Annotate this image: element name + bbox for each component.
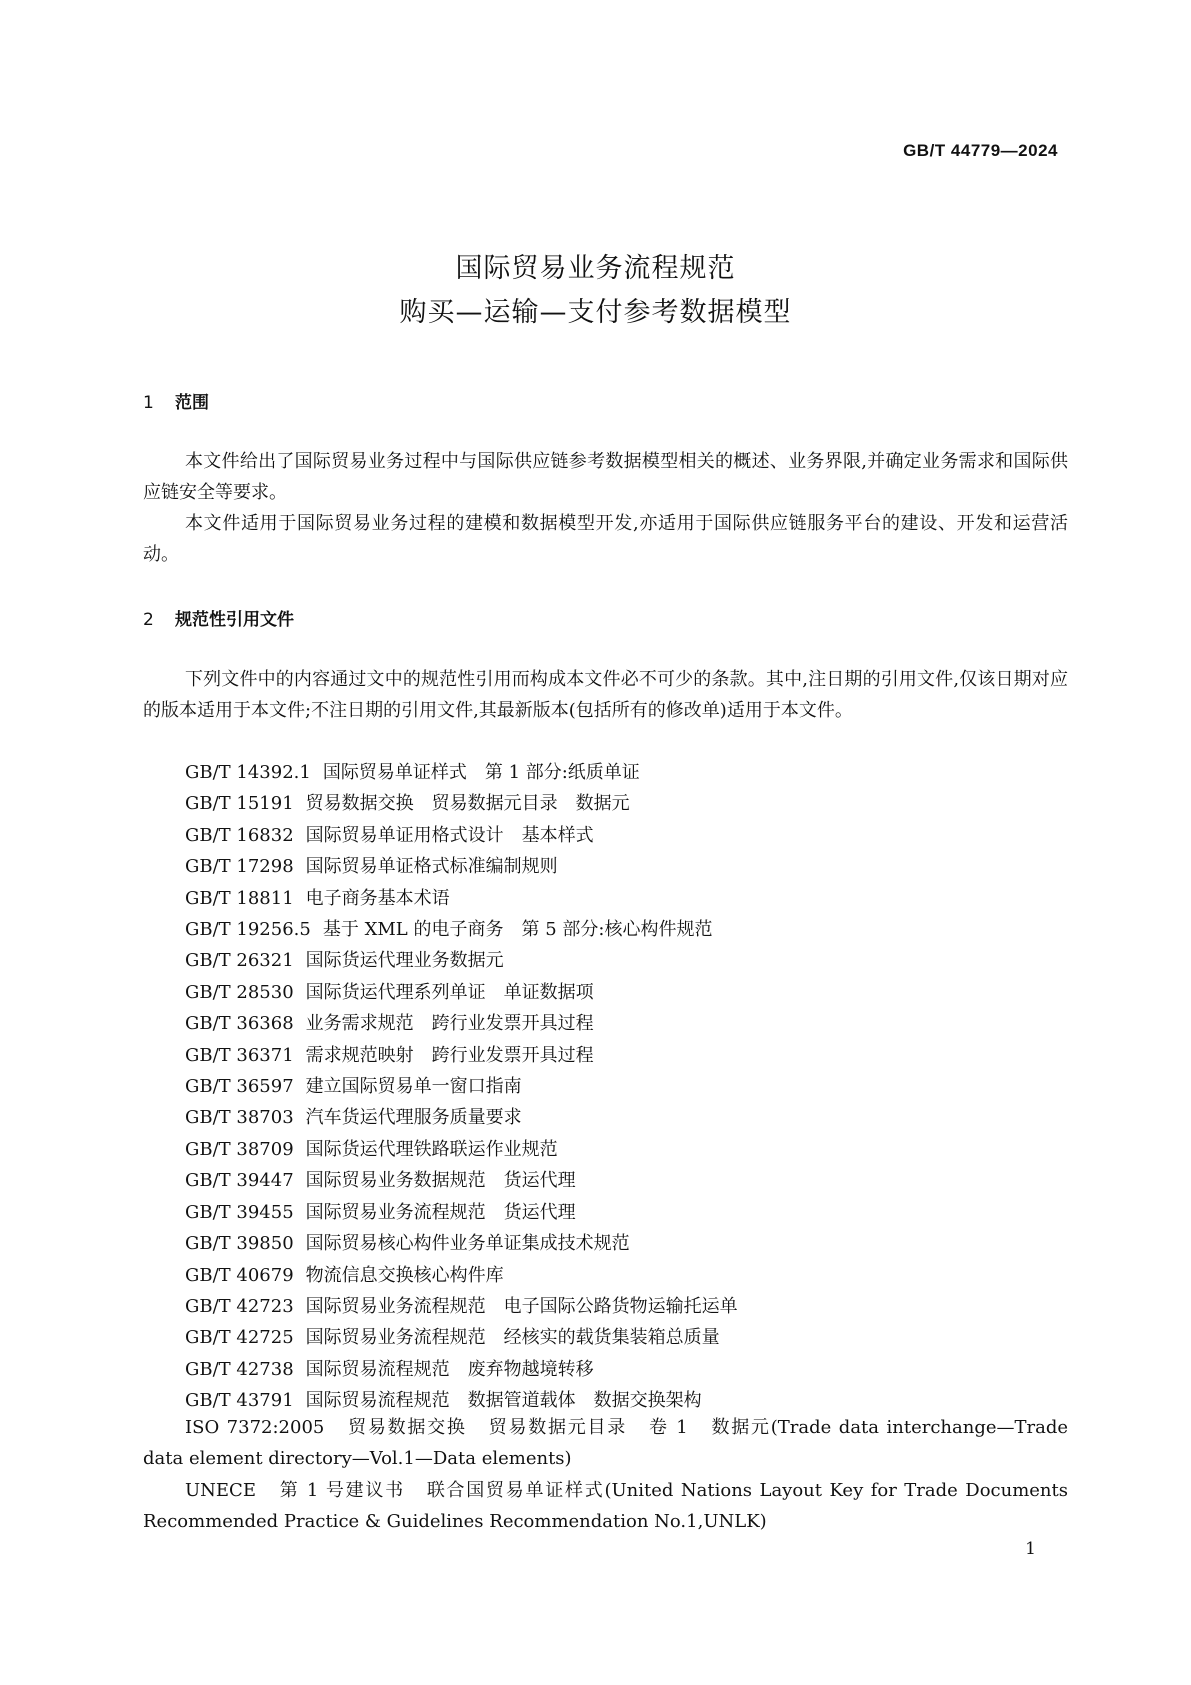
reference-title-part: 国际贸易业务数据规范 <box>305 1170 486 1192</box>
reference-item <box>143 883 1068 914</box>
reference-code: GB/T 36371 <box>185 1044 294 1066</box>
reference-code: GB/T 39850 <box>185 1233 294 1255</box>
reference-title-part: 国际贸易核心构件业务单证集成技术规范 <box>305 1233 630 1255</box>
section-1-number: 1 <box>143 393 154 413</box>
reference-title-part: 国际货运代理系列单证 <box>305 981 486 1003</box>
reference-title-part: 国际贸易流程规范 <box>305 1358 450 1380</box>
section-2-title: 规范性引用文件 <box>175 610 294 630</box>
reference-title-part: 卷 1 <box>649 1417 688 1438</box>
reference-item <box>143 851 1068 882</box>
reference-item <box>143 1322 1068 1353</box>
reference-code: GB/T 36368 <box>185 1013 294 1035</box>
reference-item <box>143 1291 1068 1322</box>
reference-code: GB/T 28530 <box>185 981 294 1003</box>
reference-title-part: 基本样式 <box>521 824 594 846</box>
reference-code: GB/T 43791 <box>185 1390 294 1412</box>
reference-code: GB/T 36597 <box>185 1076 294 1098</box>
reference-item <box>143 788 1068 819</box>
reference-title-part: 国际贸易单证用格式设计 <box>305 824 504 846</box>
reference-title-part: 数据管道载体 <box>467 1390 576 1412</box>
reference-item <box>143 820 1068 851</box>
reference-title-tail: 联合国贸易单证样式(United Nations Layout Key for Trade Documents Recommended Practice & Guidelines Recommendation No.1,UNLK) <box>143 1480 1068 1533</box>
reference-code: GB/T 39455 <box>185 1201 294 1223</box>
reference-code: GB/T 18811 <box>185 887 294 909</box>
reference-item <box>143 1197 1068 1228</box>
section-1-title: 范围 <box>175 393 209 413</box>
reference-title-part: 国际贸易业务流程规范 <box>305 1295 486 1317</box>
references-intro: 下列文件中的内容通过文中的规范性引用而构成本文件必不可少的条款。其中,注日期的引用文件,仅该日期对应的版本适用于本文件;不注日期的引用文件,其最新版本(包括所有的修改单)适用于本文件。 <box>143 669 1068 721</box>
reference-code: GB/T 16832 <box>185 824 294 846</box>
reference-title-part: 经核实的载货集装箱总质量 <box>503 1327 720 1349</box>
reference-code: GB/T 39447 <box>185 1170 294 1192</box>
reference-item <box>143 1040 1068 1071</box>
reference-code: UNECE <box>185 1480 256 1501</box>
reference-title-part: 第 1 号建议书 <box>277 1480 405 1501</box>
reference-item <box>143 1354 1068 1385</box>
reference-title-part: 汽车货运代理服务质量要求 <box>305 1107 522 1129</box>
reference-code: GB/T 40679 <box>185 1264 294 1286</box>
reference-item <box>143 1228 1068 1259</box>
reference-title-part: 国际贸易单证样式 <box>322 762 467 783</box>
reference-code: GB/T 19256.5 <box>185 919 311 941</box>
reference-title-part: 货运代理 <box>503 1170 576 1192</box>
reference-title-part: 基于 XML 的电子商务 <box>322 919 504 941</box>
document-title-line2: 购买—运输—支付参考数据模型 <box>399 297 792 328</box>
page-number: 1 <box>1025 1539 1036 1559</box>
reference-title-part: 物流信息交换核心构件库 <box>305 1264 504 1286</box>
reference-code: GB/T 42738 <box>185 1358 294 1380</box>
reference-title-part: 单证数据项 <box>503 981 594 1003</box>
reference-title-part: 数据交换架构 <box>593 1390 702 1412</box>
reference-item <box>143 1071 1068 1102</box>
reference-item <box>143 1102 1068 1133</box>
reference-title-part: 第 1 部分:纸质单证 <box>484 762 640 783</box>
scope-paragraph-1: 本文件给出了国际贸易业务过程中与国际供应链参考数据模型相关的概述、业务界限,并确定业务需求和国际供应链安全等要求。 <box>143 451 1068 503</box>
reference-title-part: 国际货运代理铁路联运作业规范 <box>305 1138 558 1160</box>
reference-title-tail: 数据元(Trade data interchange—Trade data element directory—Vol.1—Data elements) <box>143 1417 1069 1470</box>
reference-code: GB/T 26321 <box>185 950 294 972</box>
standard-code: GB/T 44779—2024 <box>903 141 1058 160</box>
reference-code: ISO 7372:2005 <box>185 1417 325 1438</box>
section-2-heading <box>143 605 294 630</box>
reference-item <box>143 1165 1068 1196</box>
reference-title-part: 货运代理 <box>503 1201 576 1223</box>
reference-title-part: 贸易数据交换 <box>346 1417 467 1438</box>
reference-title-part: 跨行业发票开具过程 <box>431 1044 594 1066</box>
reference-code: GB/T 14392.1 <box>185 762 311 783</box>
reference-title-part: 贸易数据交换 <box>305 793 414 815</box>
reference-list <box>143 757 1068 1417</box>
reference-title-part: 废弃物越境转移 <box>467 1358 594 1380</box>
reference-item <box>143 977 1068 1008</box>
reference-title-part: 需求规范映射 <box>305 1044 414 1066</box>
intl-reference-iso <box>143 1412 1068 1475</box>
reference-title-part: 数据元 <box>575 793 630 815</box>
reference-item <box>143 1008 1068 1039</box>
reference-item <box>143 945 1068 976</box>
reference-title-part: 电子国际公路货物运输托运单 <box>503 1295 738 1317</box>
reference-code: GB/T 42725 <box>185 1327 294 1349</box>
reference-title-part: 第 5 部分:核心构件规范 <box>521 919 713 941</box>
section-2-number: 2 <box>143 610 154 630</box>
reference-title-part: 跨行业发票开具过程 <box>431 1013 594 1035</box>
reference-title-part: 国际贸易业务流程规范 <box>305 1201 486 1223</box>
reference-title-part: 国际贸易单证格式标准编制规则 <box>305 856 558 878</box>
reference-item <box>143 1260 1068 1291</box>
reference-title-part: 贸易数据元目录 <box>488 1417 628 1438</box>
reference-title-part: 建立国际贸易单一窗口指南 <box>305 1076 522 1098</box>
reference-item <box>143 757 1068 788</box>
reference-code: GB/T 38709 <box>185 1138 294 1160</box>
reference-title-part: 国际贸易流程规范 <box>305 1390 450 1412</box>
reference-code: GB/T 42723 <box>185 1295 294 1317</box>
reference-item <box>143 1134 1068 1165</box>
reference-title-part: 贸易数据元目录 <box>431 793 558 815</box>
reference-title-part: 电子商务基本术语 <box>305 887 450 909</box>
reference-title-part: 业务需求规范 <box>305 1013 414 1035</box>
reference-code: GB/T 38703 <box>185 1107 294 1129</box>
reference-title-part: 国际贸易业务流程规范 <box>305 1327 486 1349</box>
reference-code: GB/T 15191 <box>185 793 294 815</box>
reference-code: GB/T 17298 <box>185 856 294 878</box>
section-1-heading <box>143 388 209 413</box>
scope-paragraph-2: 本文件适用于国际贸易业务过程的建模和数据模型开发,亦适用于国际供应链服务平台的建设、开发和运营活动。 <box>143 513 1068 565</box>
reference-item <box>143 914 1068 945</box>
reference-title-part: 国际货运代理业务数据元 <box>305 950 504 972</box>
intl-reference-unece <box>143 1475 1068 1538</box>
document-title-line1: 国际贸易业务流程规范 <box>455 253 736 284</box>
